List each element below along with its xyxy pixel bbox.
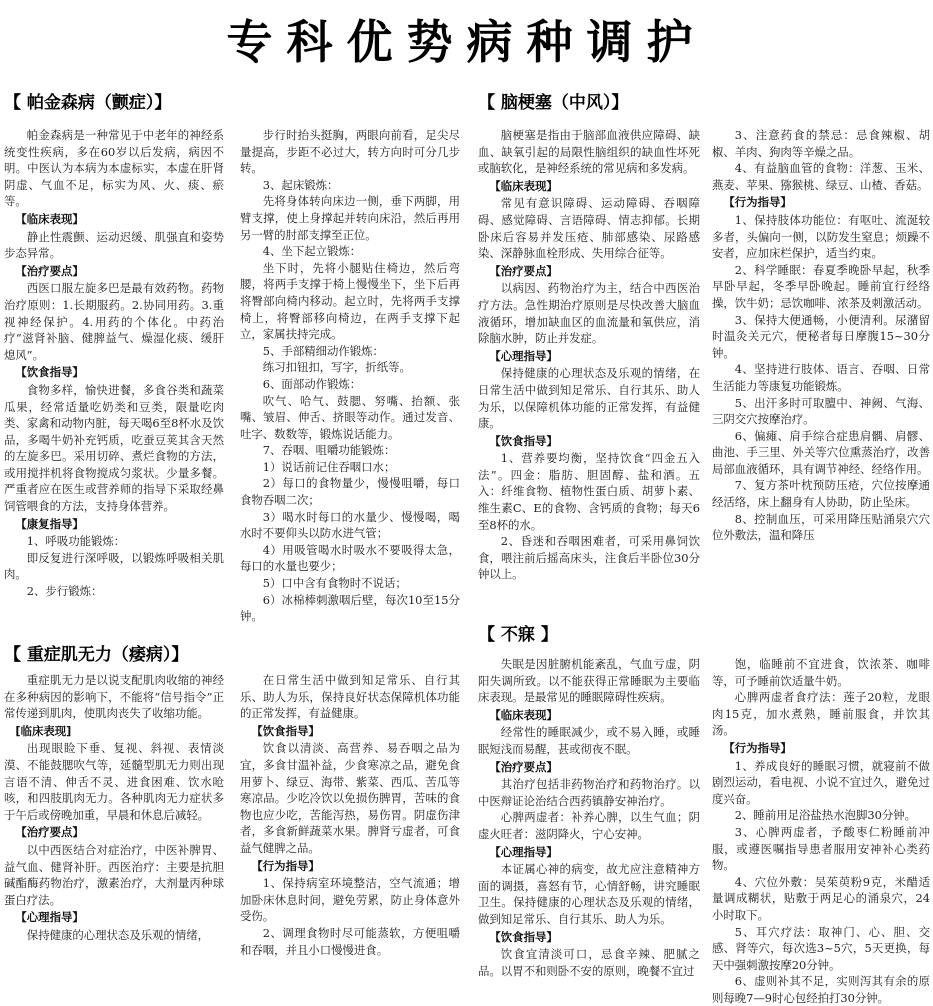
paragraph: 5、出汗多时可取膻中、神阙、气海、三阴交穴按摩治疗。 — [712, 395, 930, 427]
paragraph: 先将身体转向床边一侧，垂下两脚，用臂支撑，使上身撑起并转向床沿，然后再用另一臂的肘部支撑至正位。 — [240, 194, 460, 242]
paragraph: 步行时抬头挺胸，两眼向前看，足尖尽量提高，步距不必过大，转方向时可分几步转。 — [240, 128, 460, 176]
paragraph: 脑梗塞是指由于脑部血液供应障碍、缺血、缺氧引起的局限性脑组织的缺血性坏死或脑软化，是神经系统的常见病和多发病。 — [478, 128, 700, 176]
paragraph: 2、科学睡眠：春夏季晚卧早起，秋季早卧早起，冬季早卧晚起。睡前宜行经络操，饮牛奶；忌饮咖啡、浓茶及刺激活动。 — [712, 262, 930, 310]
paragraph: 失眠是因脏腑机能紊乱，气血亏虚，阴阳失调所致。以不能获得正常睡眠为主要临床表现。是最常见的睡眠障碍性疾病。 — [478, 657, 700, 705]
subheading: 【康复指导】 — [15, 516, 84, 531]
paragraph: 6）冰棉棒刺激咽后壁，每次10至15分钟。 — [240, 592, 460, 624]
paragraph: 3、起床锻炼： — [262, 177, 339, 192]
paragraph: 静止性震颤、运动迟缓、肌强直和姿势步态异常。 — [4, 229, 224, 261]
section-title-myasthenia: 【 重症肌无力（痿病）】 — [4, 645, 189, 665]
subheading: 【临床表现】 — [489, 707, 558, 722]
subheading: 【行为指导】 — [723, 195, 792, 210]
paragraph: 6、虚则补其不足，实则泻其有余的原则每晚7—9时心包经拍打30分钟。 — [712, 974, 930, 1005]
column-stroke-2 — [712, 127, 930, 617]
paragraph: 2、调理食物时尽可能蒸软，方便咀嚼和吞咽，并且小口慢慢进食。 — [240, 925, 460, 957]
paragraph: 常见有意识障碍、运动障碍、吞咽障碍、感觉障碍、言语障碍、情志抑郁。长期卧床后容易并发压疮、肺部感染、尿路感染、深静脉血栓形成、失用综合征等。 — [478, 196, 700, 261]
paragraph: 帕金森病是一种常见于中老年的神经系统变性疾病，多在60岁以后发病，病因不明。中医认为本病为本虚标实，本虚在肝肾阴虚、气血不足，标实为风、火、痰、瘀等。 — [4, 128, 224, 209]
paragraph: 5）口中含有食物时不说话； — [262, 576, 407, 591]
subheading: 【行为指导】 — [723, 740, 792, 755]
column-parkinsons-1 — [4, 127, 224, 637]
paragraph: 本证属心神的病变，故尤应注意精神方面的调摄，喜怒有节，心情舒畅，讲究睡眠卫生。保持健康的心理状态及乐观的情绪，做到知足常乐、自行其乐、助人为乐。 — [478, 862, 700, 926]
section-title-parkinsons: 【 帕金森病（颤症）】 — [4, 93, 172, 113]
paragraph: 重症肌无力是以说支配肌肉收缩的神经在多种病因的影响下，不能将“信号指令”正常传递到肌肉，使肌肉丧失了收缩功能。 — [4, 673, 224, 721]
paragraph: 1）说话前记住吞咽口水； — [262, 459, 396, 474]
subheading: 【行为指导】 — [251, 858, 320, 873]
column-myasthenia-1 — [4, 672, 224, 982]
paragraph: 2、睡前用足浴盐热水泡脚30分钟。 — [734, 808, 917, 823]
paragraph: 2、昏迷和吞咽困难者，可采用鼻饲饮食，喂注前后摇高床头，注食后半卧位30分钟以上。 — [478, 534, 700, 582]
paragraph: 4）用吸管喝水时吸水不要吸得太急，每口的水量也要少； — [240, 542, 460, 574]
paragraph: 4、坚持进行肢体、语言、吞咽、日常生活能力等康复功能锻炼。 — [712, 362, 930, 393]
paragraph: 1、营养要均衡，坚持饮食“四金五入法”。四金：脂肪、胆固醇、盐和酒。五入：纤维食物、植物性蛋白质、胡萝卜素、维生素C、E的食物、含钙质的食物；每天6至8杯的水。 — [478, 451, 700, 532]
paragraph: 以中西医结合对症治疗，中医补脾胃、益气血、健肾补肝。西医治疗：主要是抗胆碱酯酶药物治疗，激素治疗，大剂量丙种球蛋白疗法。 — [4, 842, 224, 907]
subheading: 【治疗要点】 — [489, 759, 558, 774]
paragraph: 7、复方茶叶枕预防压疮，穴位按摩通经活络，床上翻身有人协助，防止坠床。 — [712, 478, 930, 510]
paragraph: 练习扣钮扣，写字，折纸等。 — [262, 360, 411, 375]
paragraph: 4、有益脑血管的食物：洋葱、玉米、燕麦、苹果、猕猴桃、绿豆、山楂、香菇。 — [712, 161, 930, 192]
paragraph: 1、保持肢体功能位：有呕吐、流涎较多者，头偏向一侧，以防发生窒息；烦躁不安者，应加床栏保护，适当约束。 — [712, 212, 930, 261]
paragraph: 食物多样，愉快进餐，多食谷类和蔬菜瓜果，经常适量吃奶类和豆类，限量吃肉类、家禽和动物内脏，每天喝6至8杯水及饮品，多喝牛奶补充钙质，吃蚕豆荚其含天然的左旋多巴。采用切碎、煮烂食物的方法，或用搅拌机将食物搅成匀浆状。少量多餐。严重者应在医生或营养师的指导下采取经鼻饲管喂食的方法，支持身体营养。 — [4, 382, 224, 514]
paragraph: 1、养成良好的睡眠习惯，就寝前不做剧烈运动，看电视、小说不宜过久，避免过度兴奋。 — [712, 758, 930, 806]
column-myasthenia-2 — [240, 672, 460, 982]
paragraph: 保持健康的心理状态及乐观的情绪， — [26, 927, 210, 942]
paragraph: 西医口服左旋多巴是最有效药物。药物治疗原则：1.长期服药。2.协同用药。3.重视神经保护。4.用药的个体化。中药治疗“滋肾补脑、健脾益气、燥湿化痰、缓肝熄风”。 — [4, 281, 224, 362]
paragraph: 8、控制血压，可采用降压贴涌泉穴穴位外敷法，温和降压 — [712, 511, 930, 543]
paragraph: 出现眼睑下垂、复视、斜视、表情淡漠、不能鼓腮吹气等，延髓型肌无力则出现言语不清、伸舌不灵、进食困难、饮水呛咳，和四肢肌肉无力。各种肌肉无力症状多于午后或傍晚加重，早晨和休息后减轻。 — [4, 741, 224, 822]
paragraph: 坐下时，先将小腿贴住椅边，然后弯腰，将两手支撑于椅上慢慢坐下，坐下后再将臀部向椅内移动。起立时，先将两手支撑椅上，将臀部移向椅边，在两手支撑下起立，家属扶持完成。 — [240, 260, 460, 342]
paragraph: 饮食宜清淡可口，忌食辛辣、肥腻之品。以胃不和则卧不安的原则，晚餐不宜过 — [478, 947, 700, 978]
page-title: 专科优势病种调护 — [226, 15, 707, 69]
paragraph: 以病因、药物治疗为主，结合中西医治疗方法。急性期治疗原则是尽快改善大脑血液循环，增加缺血区的血流量和氧供应，消除脑水肿，防止并发症。 — [478, 281, 700, 346]
subheading: 【饮食指导】 — [15, 365, 84, 380]
paragraph: 即反复进行深呼吸，以锻炼呼吸相关肌肉。 — [4, 550, 224, 582]
paragraph: 保持健康的心理状态及乐观的情绪，在日常生活中做到知足常乐、自行其乐、助人为乐，以保障机体功能的正常发挥，有益健康。 — [478, 366, 700, 431]
subheading: 【心理指导】 — [15, 910, 84, 925]
paragraph: 饮食以清淡、高营养、易吞咽之品为宜，多食甘温补益，少食寒凉之品，避免食用萝卜、绿豆、海带、紫菜、西瓜、苦瓜等寒凉品。少吃冷饮以免损伤脾胃，苦味的食物也应少吃，苦能泻热，易伤胃。阴虚伤津者，多食新鲜蔬菜水果。脾肾亏虚者，可食益气健脾之品。 — [240, 741, 460, 855]
section-title-insomnia: 【 不寐 】 — [478, 625, 558, 645]
column-insomnia-2 — [712, 656, 930, 1005]
subheading: 【临床表现】 — [15, 211, 84, 226]
column-parkinsons-2 — [240, 127, 460, 637]
subheading: [临床表现] — [15, 723, 72, 738]
paragraph: 2、步行锻炼： — [26, 584, 103, 599]
paragraph: 3、保持大便通畅，小便清利。尿潴留时温灸关元穴，便秘者每日摩腹15~30分钟。 — [712, 312, 930, 360]
paragraph: 其治疗包括非药物治疗和药物治疗。以中医辩证论治结合西药镇静安神治疗。 — [478, 777, 700, 808]
paragraph: 2）每口的食物量少，慢慢咀嚼，每口食物吞咽二次； — [240, 476, 460, 508]
paragraph: 3）喝水时每口的水量少、慢慢喝，喝水时不要仰头以防水进气管； — [240, 509, 460, 541]
paragraph: 3、心脾两虚者，予酸枣仁粉睡前冲服，或遵医嘱指导患者服用安神补心类药物。 — [712, 824, 930, 873]
paragraph: 心脾两虚者食疗法：莲子20粒，龙眼肉15克，加水煮熟，睡前服食，并饮其汤。 — [712, 690, 930, 738]
paragraph: 在日常生活中做到知足常乐、自行其乐、助人为乐，保持良好状态保障机体功能的正常发挥，有益健康。 — [240, 673, 460, 721]
paragraph: 4、坐下起立锻炼： — [262, 244, 362, 259]
paragraph: 3、注意药食的禁忌：忌食辣椒、胡椒、羊肉、狗肉等辛燥之品。 — [712, 128, 930, 159]
subheading: 【临床表现】 — [489, 178, 558, 193]
column-stroke-1 — [478, 127, 700, 617]
paragraph: 吹气、哈气、鼓腮、努嘴、抬额、张嘴、皱眉、伸舌、挤眼等动作。通过发音、吐字、数数等，锻炼说话能力。 — [240, 393, 460, 441]
subheading: 【治疗要点】 — [15, 263, 84, 278]
paragraph: 1、保持病室环境整洁，空气流通；增加卧床休息时间，避免劳累，防止身体意外受伤。 — [240, 876, 460, 924]
subheading: 【饮食指导】 — [489, 433, 558, 448]
column-insomnia-1 — [478, 656, 700, 982]
paragraph: 心脾两虚者：补养心脾，以生气血；阴虚火旺者：滋阴降火，宁心安神。 — [478, 810, 700, 841]
subheading: 【心理指导】 — [489, 844, 558, 859]
subheading: 【治疗要点】 — [489, 263, 558, 278]
paragraph: 6、面部动作锻炼： — [262, 376, 362, 391]
subheading: 【饮食指导】 — [251, 723, 320, 738]
paragraph: 5、耳穴疗法：取神门、心、胆、交感、肾等穴，每次选3~5穴，5天更换，每天中强刺激按摩20分钟。 — [712, 924, 930, 972]
subheading: 【心理指导】 — [489, 348, 558, 363]
subheading: 【治疗要点】 — [15, 825, 84, 840]
paragraph: 饱，临睡前不宜进食，饮浓茶、咖啡等，可予睡前饮适量牛奶。 — [712, 657, 930, 688]
paragraph: 7、吞咽、咀嚼功能锻炼： — [262, 443, 396, 458]
paragraph: 5、手部精细动作锻炼： — [262, 343, 384, 358]
paragraph: 经常性的睡眠减少，或不易入睡，或睡眠短浅而易醒，甚或彻夜不眠。 — [478, 725, 700, 756]
paragraph: 6、偏瘫、肩手综合症患肩髃、肩髎、曲池、手三里、外关等穴位熏蒸治疗，改善局部血液循环，具有调节神经、经络作用。 — [712, 428, 930, 476]
paragraph: 4、穴位外敷：吴茱萸粉9克，米醋适量调成糊状，贴敷于两足心的涌泉穴，24小时取下。 — [712, 874, 930, 922]
paragraph: 1、呼吸功能锻炼： — [26, 534, 126, 549]
section-title-stroke: 【 脑梗塞（中风）】 — [478, 93, 629, 113]
subheading: 【饮食指导】 — [489, 929, 558, 944]
